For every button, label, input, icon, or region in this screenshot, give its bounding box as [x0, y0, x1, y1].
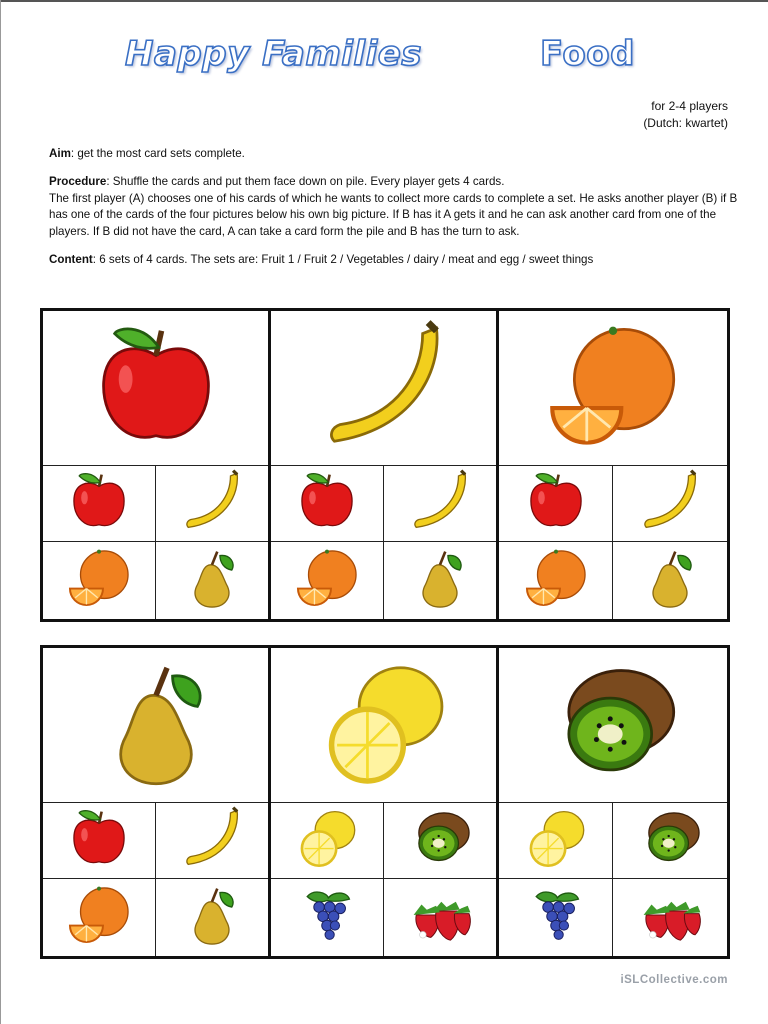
apple-icon — [294, 468, 360, 534]
orange-icon — [66, 882, 132, 948]
grapes-icon — [294, 882, 360, 948]
card-main-picture — [499, 648, 727, 803]
family-card-pear[interactable] — [43, 648, 271, 956]
banana-icon — [179, 468, 245, 534]
set-member-orange — [271, 542, 384, 619]
pear-icon — [407, 545, 473, 611]
set-member-kiwi — [613, 803, 727, 879]
orange-illustration — [66, 882, 132, 953]
lemon-illustration — [523, 805, 589, 876]
pear-icon — [637, 545, 703, 611]
worksheet-topic: Food — [540, 34, 635, 74]
banana-icon — [315, 317, 453, 455]
set-member-banana — [384, 466, 497, 542]
content-label: Content — [49, 253, 93, 267]
family-card-banana[interactable] — [271, 311, 499, 619]
banana-illustration — [407, 468, 473, 539]
apple-illustration — [66, 805, 132, 876]
aim-paragraph — [49, 146, 739, 162]
set-member-lemon — [499, 803, 613, 879]
banana-icon — [407, 468, 473, 534]
pear-illustration — [637, 545, 703, 616]
procedure-paragraph — [49, 174, 739, 240]
players-count: for 2-4 players — [651, 99, 728, 113]
card-board-1 — [40, 308, 730, 622]
apple-icon — [66, 468, 132, 534]
set-member-pear — [613, 542, 727, 619]
set-member-apple — [43, 466, 156, 542]
strawberries-icon — [407, 882, 473, 948]
set-member-orange — [499, 542, 613, 619]
lemon-icon — [294, 805, 360, 871]
procedure-text-2: The first player (A) chooses one of his cards of which he wants to collect more cards to complete a set. He asks another player (B) if B has one of the cards of the four pictures below his own big picture. If B has it A gets it and he can ask another card from one of the players. If B did not have the card, A can take a card form the pile and B has the turn to ask. — [49, 191, 738, 238]
orange-illustration — [523, 545, 589, 616]
players-dutch-name: (Dutch: kwartet) — [643, 116, 728, 130]
orange-icon — [544, 317, 682, 455]
set-member-grapes — [499, 879, 613, 956]
orange-icon — [523, 545, 589, 611]
pear-icon — [179, 545, 245, 611]
set-member-strawberries — [613, 879, 727, 956]
strawberries-illustration — [637, 882, 703, 953]
banana-illustration — [315, 317, 453, 460]
family-card-kiwi[interactable] — [499, 648, 727, 956]
aim-label: Aim — [49, 147, 71, 160]
set-member-pear — [156, 879, 269, 956]
set-member-pear — [384, 542, 497, 619]
lemon-icon — [523, 805, 589, 871]
lemon-illustration — [315, 654, 453, 797]
set-member-banana — [156, 466, 269, 542]
apple-illustration — [66, 468, 132, 539]
procedure-text: : Shuffle the cards and put them face down on pile. Every player gets 4 cards. — [106, 175, 505, 189]
card-main-picture — [43, 648, 268, 803]
banana-icon — [179, 805, 245, 871]
grapes-illustration — [294, 882, 360, 953]
worksheet-title: Happy Families — [125, 34, 423, 74]
lemon-illustration — [294, 805, 360, 876]
strawberries-illustration — [407, 882, 473, 953]
content-paragraph — [49, 252, 739, 268]
lemon-icon — [315, 654, 453, 792]
set-member-pear — [156, 542, 269, 619]
orange-illustration — [294, 545, 360, 616]
aim-text: : get the most card sets complete. — [70, 147, 245, 160]
pear-illustration — [179, 882, 245, 953]
set-member-strawberries — [384, 879, 497, 956]
strawberries-icon — [637, 882, 703, 948]
apple-illustration — [523, 468, 589, 539]
kiwi-icon — [407, 805, 473, 871]
kiwi-illustration — [544, 654, 682, 797]
pear-illustration — [407, 545, 473, 616]
kiwi-icon — [637, 805, 703, 871]
set-member-apple — [43, 803, 156, 879]
page-left-border — [0, 0, 1, 1024]
banana-illustration — [179, 468, 245, 539]
apple-illustration — [294, 468, 360, 539]
orange-illustration — [544, 317, 682, 460]
content-text: : 6 sets of 4 cards. The sets are: Fruit 1 / Fruit 2 / Vegetables / dairy / meat and egg / sweet things — [92, 253, 594, 267]
card-main-picture — [43, 311, 268, 466]
apple-illustration — [87, 317, 225, 460]
set-member-banana — [156, 803, 269, 879]
set-member-grapes — [271, 879, 384, 956]
set-member-lemon — [271, 803, 384, 879]
kiwi-illustration — [407, 805, 473, 876]
procedure-label: Procedure — [49, 175, 107, 189]
orange-icon — [294, 545, 360, 611]
card-main-picture — [271, 311, 496, 466]
set-member-banana — [613, 466, 727, 542]
orange-icon — [66, 545, 132, 611]
kiwi-icon — [544, 654, 682, 792]
grapes-icon — [523, 882, 589, 948]
set-member-orange — [43, 542, 156, 619]
pear-icon — [87, 654, 225, 792]
page-top-border — [0, 0, 768, 2]
family-card-apple[interactable] — [43, 311, 271, 619]
pear-illustration — [87, 654, 225, 797]
watermark: iSLCollective.com — [620, 974, 728, 986]
apple-icon — [523, 468, 589, 534]
card-main-picture — [271, 648, 496, 803]
set-member-kiwi — [384, 803, 497, 879]
players-info — [643, 98, 728, 132]
card-board-2 — [40, 645, 730, 959]
apple-icon — [87, 317, 225, 455]
grapes-illustration — [523, 882, 589, 953]
pear-illustration — [179, 545, 245, 616]
set-member-apple — [499, 466, 613, 542]
card-main-picture — [499, 311, 727, 466]
banana-illustration — [637, 468, 703, 539]
banana-illustration — [179, 805, 245, 876]
family-card-orange[interactable] — [499, 311, 727, 619]
rules-section — [49, 146, 739, 280]
kiwi-illustration — [637, 805, 703, 876]
banana-icon — [637, 468, 703, 534]
pear-icon — [179, 882, 245, 948]
set-member-orange — [43, 879, 156, 956]
apple-icon — [66, 805, 132, 871]
orange-illustration — [66, 545, 132, 616]
set-member-apple — [271, 466, 384, 542]
family-card-lemon[interactable] — [271, 648, 499, 956]
